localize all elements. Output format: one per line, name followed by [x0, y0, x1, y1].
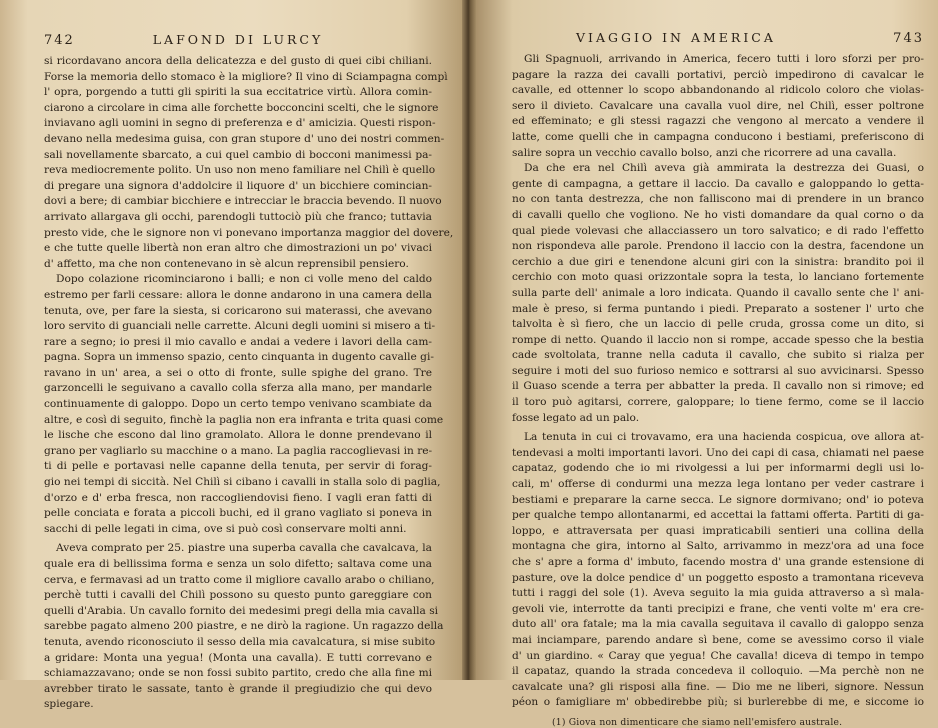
- right-page-text: [512, 52, 924, 711]
- text-line: Forse la memoria dello stomaco è la migliore? Il vino di Sciampagna compì: [44, 70, 448, 83]
- text-line: estremo per farli cessare: allora le donne andarono in una camera della: [44, 288, 432, 301]
- text-line: fosse legato ad un palo.: [512, 411, 640, 424]
- text-line: perchè tutti i cavalli del Chilì possono su questo punto gareggiare con: [44, 589, 432, 602]
- left-page-header: [44, 32, 432, 48]
- text-line: duto all' ora fatale; ma la mia cavalla seguitava il cavallo di galoppo senza: [512, 618, 924, 631]
- text-line: l' opra, porgendo a tutti gli spiriti la sua eccitatrice virtù. Allora comin-: [44, 86, 432, 99]
- text-line: il capataz, quando la strada concedeva il colloquio. —Ma perchè non ne: [512, 665, 924, 678]
- text-line: altre, e così di seguito, finchè la paglia non era infranta e trita quasi come: [44, 413, 444, 426]
- text-line: di cavalli quello che vogliono. Ne ho visti domandare da qual corno o da: [512, 208, 924, 221]
- text-line: Gli Spagnuoli, arrivando in America, fecero tutti i loro sforzi per pro-: [524, 53, 924, 65]
- text-line: cade svoltolata, tranne nella caduta il cavallo, che subito si rialza per: [512, 349, 924, 362]
- text-line: reva mediocremente polito. Un uso non meno familiare nel Chilì è quello: [44, 164, 436, 177]
- text-line: ti di pelle e portavasi nelle capanne della tenuta, per servir di forag-: [44, 460, 432, 473]
- text-line: pelle conciata e forata a piccoli buchi, ed il grano vagliato si poneva in: [44, 507, 432, 520]
- text-line: pagare la razza dei cavalli portativi, perciò impedirono di cavalcar le: [512, 68, 924, 81]
- footnote: (1) Giova non dimenticare che siamo nell'emisfero australe.: [552, 716, 843, 728]
- text-line: d' affetto, ma che non contenevano in sè alcun reprensibil pensiero.: [44, 257, 409, 270]
- text-line: avrebber tirato le sassate, tanto è grande il pregiudizio che qui devo: [44, 682, 432, 695]
- text-line: seguire i moti del suo furioso nemico e sottrarsi al suo avvicinarsi. Spesso: [512, 364, 924, 377]
- text-line: rompe di netto. Quando il laccio non si rompe, accade spesso che la bestia: [512, 333, 924, 346]
- text-line: gente di campagna, a gettare il laccio. Da cavallo e galoppando lo getta-: [512, 177, 924, 190]
- text-line: schiamazzavano; onde se non fossi subito partito, credo che alla fine mi: [44, 667, 432, 680]
- text-line: ravano in un' area, a sei o otto di fronte, sulle spighe del grano. Tre: [44, 366, 432, 379]
- text-line: qual piede volevasi che allacciassero un toro salvatico; e di rado l'effetto: [512, 224, 924, 237]
- text-line: sarebbe pagato almeno 200 piastre, e ne dirò la ragione. Un ragazzo della: [44, 620, 444, 633]
- text-line: grano per vagliarlo su macchine o a mano. La paglia raccoglievasi in re-: [44, 444, 433, 457]
- text-line: capataz, godendo che io mi rivolgessi a lui per informarmi degli usi lo-: [512, 462, 924, 475]
- text-line: presto vide, che le signore non vi ponevano importanza maggior del dovere,: [44, 226, 454, 239]
- left-page-text: [44, 54, 454, 713]
- text-line: cavalle, ed ottenner lo scopo abbandonando al ridicolo coloro che violas-: [512, 84, 924, 97]
- text-line: latte, come quelli che in campagna conducono i bestiami, preferiscono di: [512, 130, 924, 143]
- text-line: dovi a bere; di cambiar bicchiere e intrecciar le braccia bevendo. Il nuovo: [44, 195, 442, 208]
- text-line: il toro può agitarsi, correre, galoppare; lo tiene fermo, come se il laccio: [512, 396, 924, 409]
- text-line: cerchio con moto quasi orizzontale sopra la testa, lo lanciano fortemente: [512, 271, 924, 284]
- text-line: loppo, e attraversata per quasi impraticabili sentieri una collina della: [512, 524, 924, 537]
- text-line: tenuta, ove, per fare la siesta, si coricarono sui materassi, che avevano: [44, 304, 432, 317]
- left-running-head: LAFOND DI LURCY: [152, 32, 324, 47]
- text-line: gio nei tempi di siccità. Nel Chilì si cibano i cavalli in stalla solo di paglia,: [44, 476, 441, 489]
- text-line: quelli d'Arabia. Un cavallo fornito dei medesimi pregi della mia cavalla si: [44, 604, 439, 617]
- text-line: tenuta, avendo riconosciuto il sesso della mia cavalcatura, si mise subito: [44, 635, 436, 648]
- text-line: ed effeminato; e gli stessi ragazzi che vengono al mercato a vendere il: [512, 115, 924, 128]
- text-line: cerva, e fermavasi ad un tratto come il migliore cavallo arabo o chiliano,: [44, 573, 435, 586]
- text-line: talvolta è sì fiero, che un laccio di pelle cruda, grossa come un dito, si: [512, 318, 924, 331]
- text-line: d' un giardino. « Caray que yegua! Che cavalla! diceva di tempo in tempo: [512, 649, 924, 662]
- text-line: e che tutte quelle libertà non eran altro che dimostrazioni un po' vivaci: [44, 242, 432, 255]
- text-line: per qualche tempo allontanarmi, ed accettai la fattami offerta. Partiti di ga-: [512, 509, 924, 522]
- text-line: Dopo colazione ricominciarono i balli; e non ci volle meno del caldo: [56, 273, 432, 286]
- text-line: spiegare.: [44, 698, 94, 711]
- text-line: d'orzo e d' erba fresca, non raccogliendovisi fieno. I vagli eran fatti di: [44, 491, 432, 504]
- text-line: arrivato allargava gli occhi, parendogli tuttociò più che franco; tuttavia: [44, 210, 432, 223]
- text-line: mai inciampare, parendo andare sì bene, come se avessimo corso il viale: [512, 633, 924, 646]
- text-line: pasture, ove la dolce pendice d' un poggetto esposto a tramontana riceveva: [512, 571, 924, 584]
- left-page: [0, 0, 462, 711]
- text-line: ciarono a circolare in cima alle forchette bocconcini scelti, che le signore: [44, 101, 439, 114]
- text-line: loro servito di guanciali nelle carrette. Alcuni degli uomini si misero a ti-: [44, 320, 436, 333]
- text-line: sali novellamente sbarcato, a cui quel cambio di bocconi manimessi pa-: [44, 148, 432, 161]
- text-line: quale era di bellissima forma e senza un solo difetto; saltava come una: [44, 558, 432, 570]
- text-line: a gridare: Monta una yegua! (Monta una cavalla). E tutti correvano e: [44, 651, 432, 664]
- text-line: sulla parte dell' animale a loro indicata. Quando il cavallo sente che l' ani-: [512, 286, 924, 299]
- text-line: péon o famigliare m' obbedirebbe più; si burlerebbe di me, e siccome io: [512, 696, 924, 709]
- text-line: bestiami e preparare la carne secca. Le signore dormivano; ond' io poteva: [512, 493, 924, 506]
- book-gutter: [462, 0, 476, 680]
- text-line: inviavano agli uomini in segno di preferenza e d' amicizia. Questi rispon-: [44, 117, 436, 130]
- text-line: cali, m' offerse di condurmi una mezza lega lontano per veder castrare i: [512, 478, 924, 491]
- right-page: [476, 0, 938, 728]
- text-line: gevoli vie, interrotte da tanti precipizi e frane, che venti volte m' era cre-: [512, 602, 924, 615]
- text-line: cerchio a due giri e tenendone alcuni giri con la sinistra: brandito poi il: [512, 255, 924, 268]
- left-page-number: 742: [44, 33, 75, 48]
- text-line: le lische che escono dal lino gramolato. Allora le donne prendevano il: [44, 429, 432, 442]
- text-line: di pregare una signora d'addolcire il liquore d' un bicchiere comincian-: [44, 179, 432, 192]
- text-line: tutti i raggi del sole (1). Aveva seguito la mia guida attraverso a sì mala-: [512, 587, 924, 600]
- right-page-header: [512, 30, 924, 46]
- text-line: non rispondeva alle parole. Prendono il laccio con la destra, facendone un: [512, 240, 924, 253]
- text-line: no con tanta destrezza, che non falliscono mai di prendere in un branco: [512, 193, 924, 206]
- right-page-number: 743: [893, 31, 924, 46]
- text-line: pagna. Sopra un immenso spazio, cento cinquanta in dugento cavalle gi-: [44, 351, 434, 364]
- text-line: montagna che gira, intorno al Salto, arrivammo in mezz'ora ad una foce: [512, 540, 924, 553]
- text-line: garzoncelli le seguivano a cavallo colla sferza alla mano, per mandarle: [44, 382, 432, 395]
- text-line: che s' apre a forma d' imbuto, facendo mostra d' una grande estensione di: [512, 556, 924, 568]
- text-line: continuamente di galoppo. Dopo un certo tempo venivano scambiate da: [44, 398, 432, 411]
- text-line: devano nella medesima guisa, con gran stupore d' uno dei nostri commen-: [44, 132, 445, 145]
- text-line: il Guaso scende a terra per abbatter la preda. Il cavallo non si rimove; ed: [512, 380, 924, 393]
- text-line: sacchi di pelle legati in cima, ove si può così conservare molti anni.: [44, 522, 407, 535]
- right-running-head: VIAGGIO IN AMERICA: [576, 30, 776, 45]
- text-line: male è preso, si ferma puntando i piedi. Preparato a sostener l' urto che: [512, 302, 924, 315]
- text-line: rare a segno; io presi il mio cavallo e andai a vedere i lavori della cam-: [44, 335, 432, 348]
- text-line: salire sopra un vecchio cavallo bolso, anzi che ricorrere ad una cavalla.: [512, 146, 897, 159]
- text-line: cavalcate una? gli risposi alla fine. — Dio me ne liberi, signore. Nessun: [512, 680, 924, 693]
- text-line: sero il divieto. Cavalcare una cavalla vuol dire, nel Chilì, esser poltrone: [512, 99, 924, 112]
- text-line: Aveva comprato per 25. piastre una superba cavalla che cavalcava, la: [56, 542, 432, 555]
- text-line: Da che era nel Chilì aveva già ammirata la destrezza dei Guasi, o: [524, 162, 924, 175]
- text-line: tendevasi a molti importanti lavori. Uno dei capi di casa, chiamati nel paese: [512, 446, 924, 459]
- text-line: La tenuta in cui ci trovavamo, era una hacienda cospicua, ove allora at-: [524, 431, 924, 444]
- text-line: si ricordavano ancora della delicatezza e del gusto di quei cibi chiliani.: [44, 55, 432, 67]
